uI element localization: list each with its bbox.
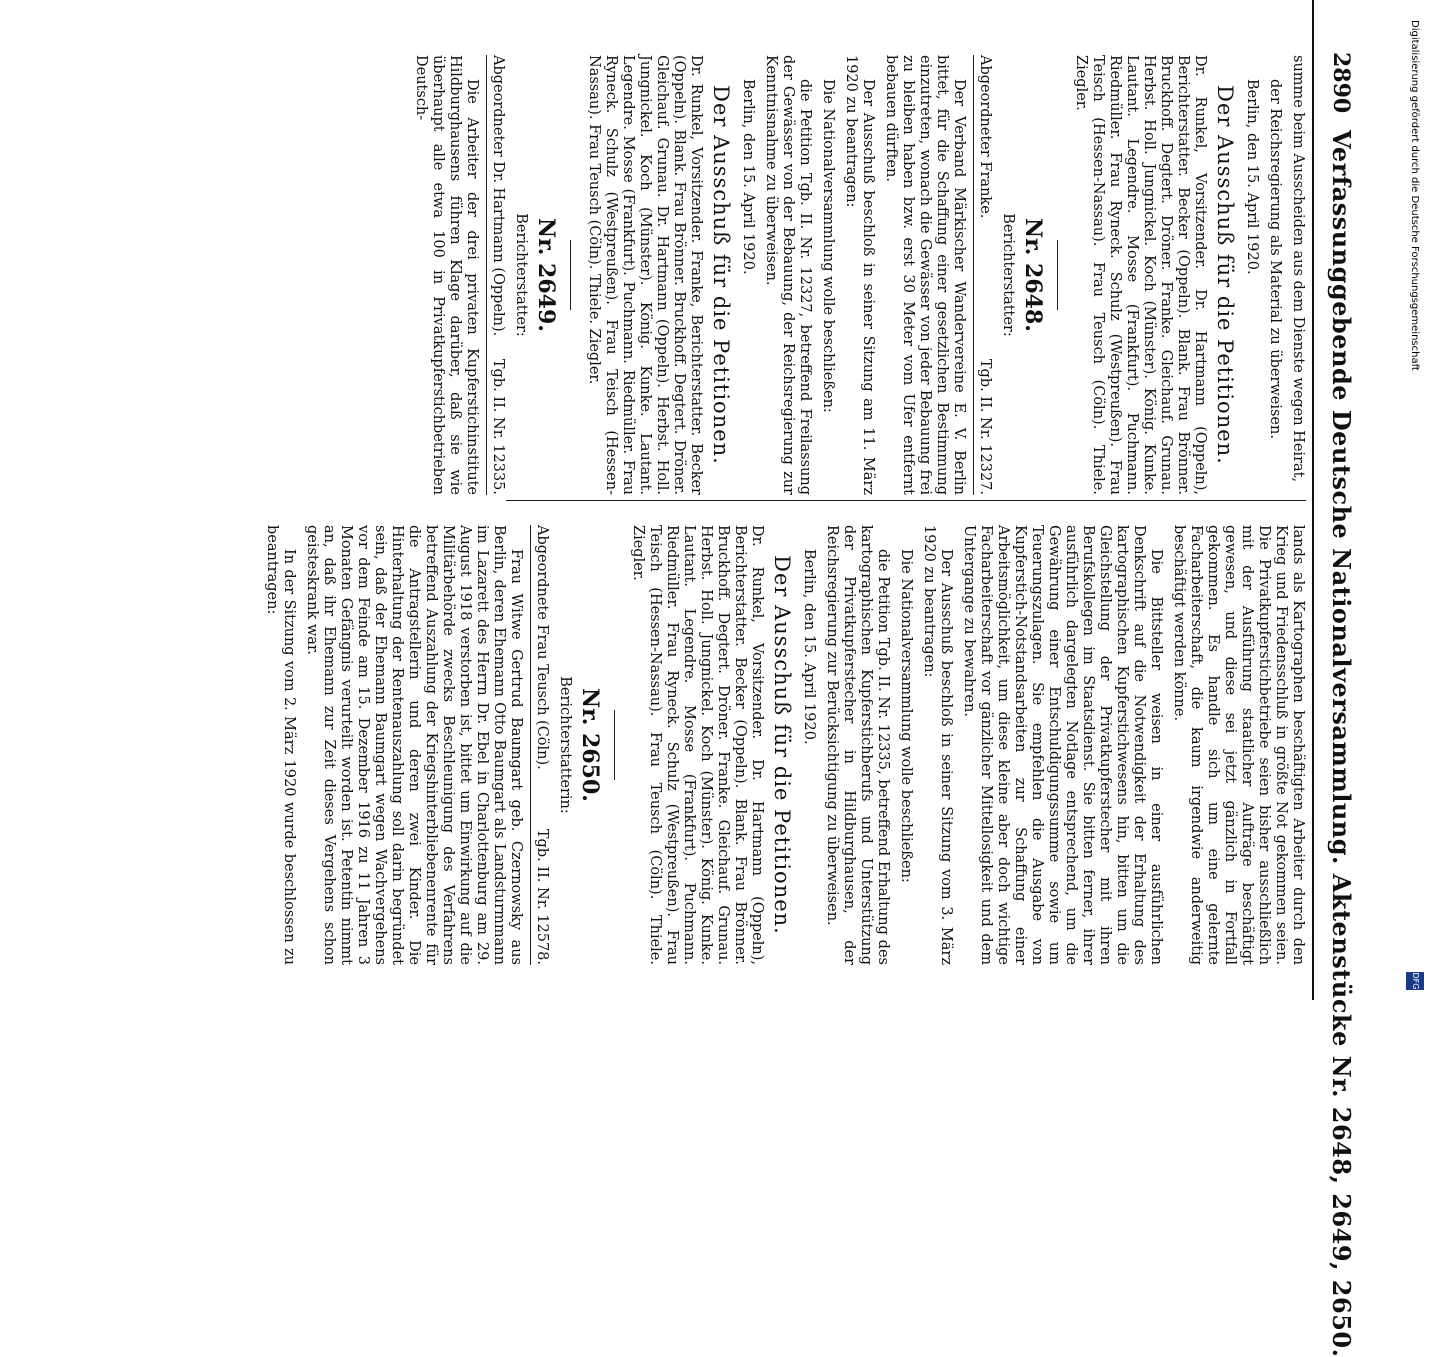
committee-members: Dr. Runkel, Vorsitzender. Dr. Hartmann (Oppeln), Berichterstatter. Becker (Oppeln). Blank. Frau Brönner. Bruckhoff. Degtert. Dröner. Franke. Gleichauf. Grunau. Herbst. Holl. Jungnickel. Koch (Münster). König. Kunke. Lautant. Legendre. Mosse (Frankfurt). Puchmann. Riedmüller. Frau Ryneck. Schulz (Westpreußen). Frau Teisch (Hessen-Nassau). Frau Teusch (Cöln). Thiele. Ziegler. xyxy=(630,525,765,965)
committee-members: Dr. Runkel, Vorsitzender. Dr. Hartmann (Oppeln), Berichterstatter. Becker (Oppeln). Blank. Frau Brönner. Bruckhoff. Degtert. Dröner. Franke. Gleichauf. Grunau. Herbst. Holl. Jungnickel. Koch (Münster). König. Kunke. Lautant. Legendre. Mosse (Frankfurt). Puchmann. Riedmüller. Frau Ryneck. Schulz (Westpreußen). Frau Teisch (Hessen-Nassau). Frau Teusch (Cöln). Thiele. Ziegler. xyxy=(1073,55,1208,495)
paragraph: Die Bittsteller weisen in einer ausführlichen Denkschrift auf die Notwendigkeit der Erhaltung des kartographischen Kupferstichwesens hin, bitten um die Gleichstellung der Privatkupferstecher mit ihren Berufskollegen im Staatsdienst. Sie bitten ferner, ihrer ausführlich dargelegten Notlage entsprechend, um die Gewährung einer Entschuldigungssumme sowie um Teuerungszulagen. Sie empfehlen die Ausgabe von Kupferstich-Notstandsarbeiten zur Schaffung einer Arbeitsmöglichkeit, um diese kleine aber doch wichtige Facharbeiterschaft vor gänzlicher Mittellosigkeit und dem Untergange zu bewahren. xyxy=(961,525,1164,965)
reporter-name: Abgeordneter Dr. Hartmann (Oppeln). xyxy=(490,55,506,337)
petition-body: Der Verband Märkischer Wandervereine E. V. Berlin bittet, für die Schaffung einer gesetzlichen Bestimmung einzutreten, wonach die Gewässer von jeder Bebauung frei zu bleiben haben bzw. erst 30 Meter vom Ufer entfernt bebauen dürften. xyxy=(883,55,967,495)
petition-body: Frau Witwe Gertrud Baumgart geb. Czernowsky aus Berlin, deren Ehemann Otto Baumgart als Landsturmmann im Lazarett des Herrn Dr. Ebel in Charlottenburg am 29. August 1918 verstorben ist, bittet um Einwirkung auf die Militärbehörde zwecks Beschleunigung des Verfahrens betreffend Auszahlung der Kriegshinterbliebenenrente für die Antragstellerin und deren zwei Kinder. Die Hinterhaltung der Rentenauszahlung soll darin begründet sein, daß der Ehemann Baumgart wegen Wachvergehens vor dem Feinde am 15. Dezember 1916 zu 11 Jahren 3 Monaten Gefängnis verurteilt worden ist. Petentin nimmt an, daß ihr Ehemann zur Zeit dieses Vergehens schon geisteskrank war. xyxy=(304,525,524,965)
decision-text: Der Ausschuß beschloß in seiner Sitzung am 11. März 1920 zu beantragen: xyxy=(843,55,876,495)
reporter-name: Abgeordnete Frau Teusch (Cöln). xyxy=(534,525,550,770)
reference-number: Tgb. II. Nr. 12578. xyxy=(534,828,550,965)
dfg-credit-text: Digitalisierung gefördert durch die Deutsche Forschungsgemeinschaft xyxy=(1409,20,1420,371)
right-column xyxy=(257,525,1306,965)
reference-number: Tgb. II. Nr. 12327. xyxy=(977,358,993,495)
committee-heading: Der Ausschuß für die Petitionen. xyxy=(1213,85,1237,465)
committee-heading: Der Ausschuß für die Petitionen. xyxy=(709,85,733,465)
committee-heading: Der Ausschuß für die Petitionen. xyxy=(770,555,794,935)
reporter-label: Berichterstatter: xyxy=(513,213,529,337)
reporter-name: Abgeordneter Franke. xyxy=(977,55,993,219)
date-line: Berlin, den 15. April 1920. xyxy=(801,549,817,745)
section-divider xyxy=(614,710,615,780)
left-column xyxy=(406,55,1306,495)
column-divider xyxy=(506,500,1306,501)
paragraph: summe beim Ausscheiden aus dem Dienste wegen Heirat, xyxy=(1290,55,1306,483)
document-number: Nr. 2649. xyxy=(533,218,559,332)
document-number: Nr. 2650. xyxy=(577,688,603,802)
motion-text: die Petition Tgb. II. Nr. 12335, betreffend Erhaltung des kartographischen Kupferstichberufs und Unterstützung der Privatkupferstecher in Hildburghausen, der Reichsregierung zur Berücksichtigung zu überweisen. xyxy=(824,525,891,965)
page-number: 2890 xyxy=(1328,52,1354,114)
reporter-label: Berichterstatterin: xyxy=(557,676,573,814)
page-header xyxy=(1312,0,1374,1357)
date-line: Berlin, den 15. April 1920. xyxy=(740,79,756,275)
document-number: Nr. 2648. xyxy=(1020,218,1046,332)
reporter-line xyxy=(530,525,550,965)
section-divider xyxy=(1057,240,1058,310)
running-title: Verfassunggebende Deutsche Nationalversammlung. Aktenstücke Nr. 2648, 2649, 2650. xyxy=(1327,130,1356,1357)
motion-text: der Reichsregierung als Material zu überweisen. xyxy=(1267,79,1283,439)
dfg-logo-icon: DFG xyxy=(1406,972,1424,990)
decision-text: In der Sitzung vom 2. März 1920 wurde beschlossen zu beantragen: xyxy=(264,525,297,965)
petition-body: Die Arbeiter der drei privaten Kupferstichinstitute Hildburghausens führen Klage darüber, daß sie wie überhaupt alle etwa 100 in Privatkupferstichbetrieben Deutsch- xyxy=(413,55,480,495)
reporter-line xyxy=(973,55,993,495)
motion-intro: Die Nationalversammlung wolle beschließen: xyxy=(898,549,914,883)
section-divider xyxy=(570,240,571,310)
paragraph: lands als Kartographen beschäftigten Arbeiter durch den Krieg und Friedensschluß in größte Not gekommen seien. Die Privatkupferstichbetriebe seien bisher ausschließlich mit der Ausführung staatlicher Aufträge beschäftigt gewesen, und diese sei jetzt gänzlich in Fortfall gekommen. Es handle sich um eine gelernte Facharbeiterschaft, die kaum irgendwie anderweitig beschäftigt werden könne. xyxy=(1171,525,1306,965)
date-line: Berlin, den 15. April 1920. xyxy=(1244,79,1260,275)
motion-intro: Die Nationalversammlung wolle beschließen: xyxy=(820,79,836,413)
reporter-label: Berichterstatter: xyxy=(1000,213,1016,337)
motion-text: die Petition Tgb. II. Nr. 12327, betreffend Freilassung der Gewässer von der Bebauung, der Reichsregierung zur Kenntnisnahme zu überweisen. xyxy=(763,55,813,495)
committee-members: Dr. Runkel, Vorsitzender. Franke, Berichterstatter. Becker (Oppeln). Blank. Frau Brönner. Bruckhoff. Degtert. Dröner. Gleichauf. Grunau. Dr. Hartmann (Oppeln). Herbst. Holl. Jungnickel. Koch (Münster). König. Kunke. Lautant. Legendre. Mosse (Frankfurt). Puchmann. Riedmüller. Frau Ryneck. Schulz (Westpreußen). Frau Teisch (Hessen-Nassau). Frau Teusch (Cöln). Thiele. Ziegler. xyxy=(586,55,704,495)
digitization-notice xyxy=(1394,0,1434,1000)
decision-text: Der Ausschuß beschloß in seiner Sitzung vom 3. März 1920 zu beantragen: xyxy=(921,525,954,965)
reporter-line xyxy=(486,55,506,495)
reference-number: Tgb. II. Nr. 12335. xyxy=(490,358,506,495)
